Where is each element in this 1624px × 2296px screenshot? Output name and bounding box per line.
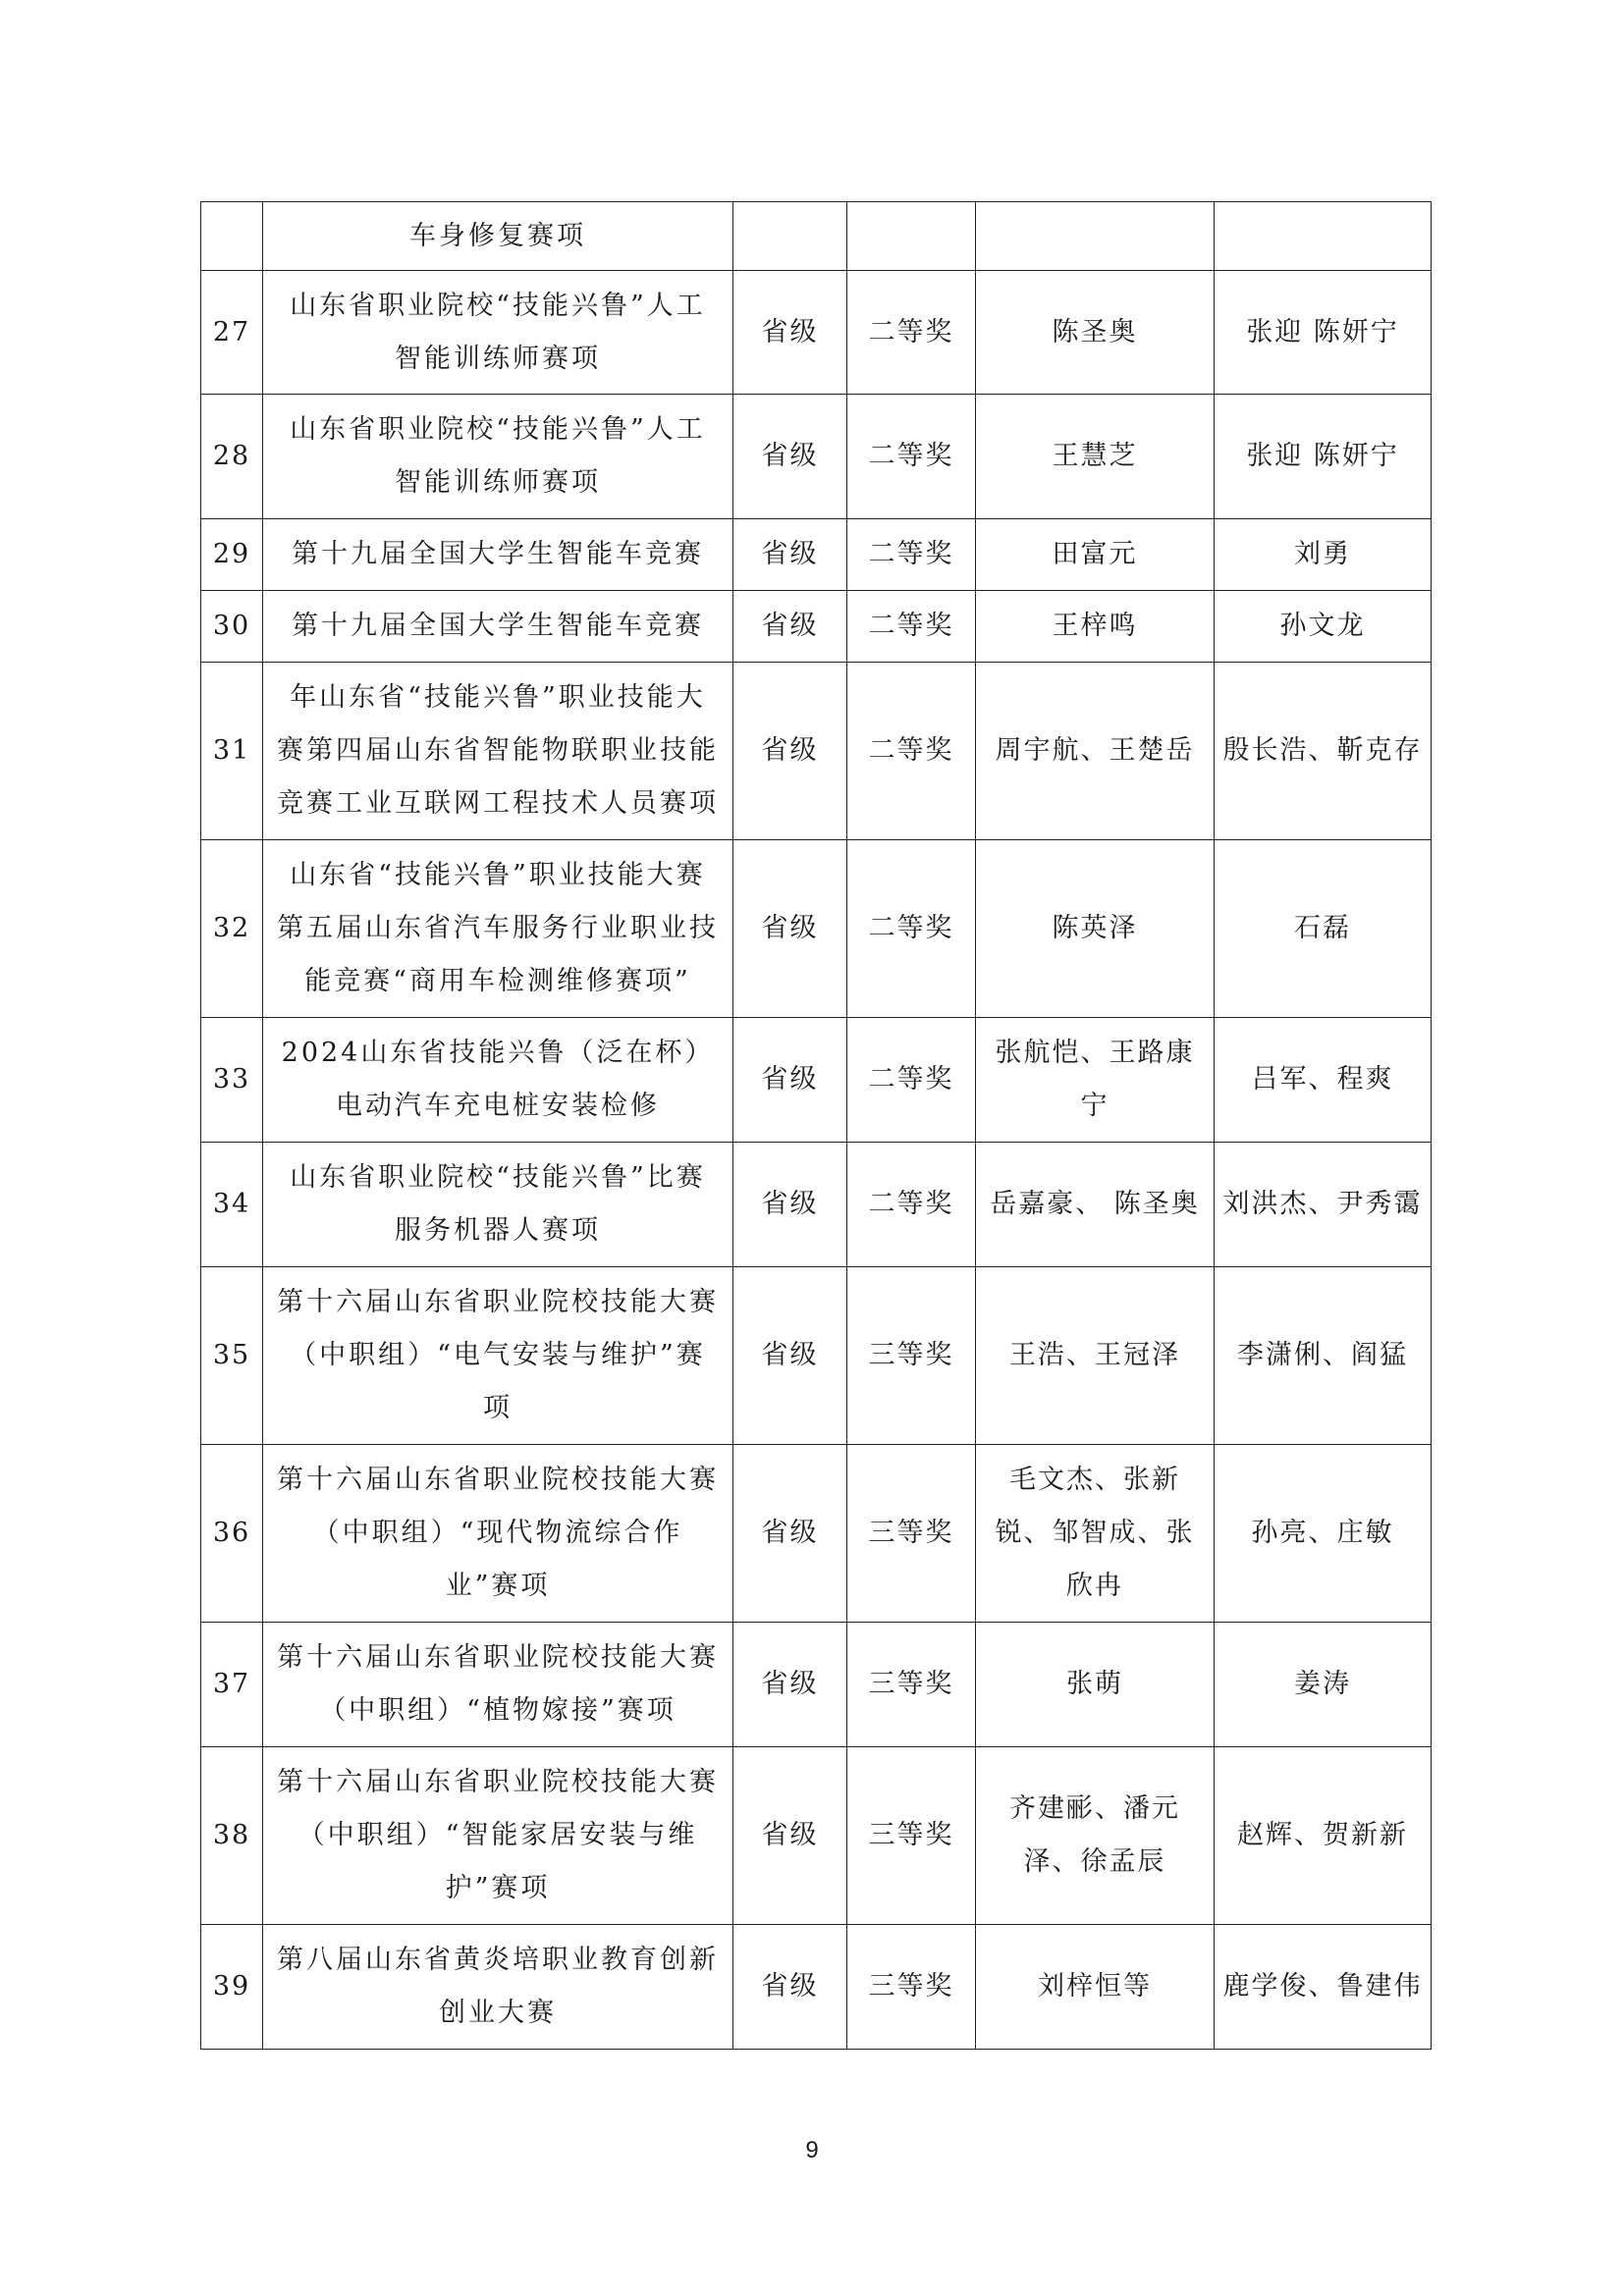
cell-level: 省级 — [733, 271, 847, 395]
cell-competition-name: 第十六届山东省职业院校技能大赛（中职组）“智能家居安装与维护”赛项 — [263, 1747, 733, 1925]
cell-award: 二等奖 — [847, 663, 976, 840]
cell-award: 二等奖 — [847, 1018, 976, 1143]
cell-teachers: 刘洪杰、尹秀霭 — [1215, 1143, 1432, 1267]
cell-level: 省级 — [733, 1267, 847, 1445]
cell-students: 田富元 — [976, 519, 1215, 591]
cell-competition-name: 山东省职业院校“技能兴鲁”人工智能训练师赛项 — [263, 271, 733, 395]
cell-teachers: 张迎 陈妍宁 — [1215, 271, 1432, 395]
table-row — [201, 840, 1432, 1018]
table-row — [201, 395, 1432, 519]
cell-teachers: 石磊 — [1215, 840, 1432, 1018]
cell-teachers: 赵辉、贺新新 — [1215, 1747, 1432, 1925]
cell-competition-name: 2024山东省技能兴鲁（泛在杯）电动汽车充电桩安装检修 — [263, 1018, 733, 1143]
cell-competition-name: 山东省“技能兴鲁”职业技能大赛第五届山东省汽车服务行业职业技能竞赛“商用车检测维修赛项” — [263, 840, 733, 1018]
cell-level: 省级 — [733, 840, 847, 1018]
cell-no: 32 — [201, 840, 263, 1018]
cell-award: 二等奖 — [847, 519, 976, 591]
cell-award — [847, 202, 976, 271]
awards-table-body — [201, 202, 1432, 2050]
cell-no: 30 — [201, 591, 263, 663]
cell-award: 二等奖 — [847, 395, 976, 519]
page-number: 9 — [805, 2137, 819, 2163]
cell-teachers: 李潇俐、阎猛 — [1215, 1267, 1432, 1445]
table-row — [201, 271, 1432, 395]
cell-competition-name: 车身修复赛项 — [263, 202, 733, 271]
cell-award: 二等奖 — [847, 840, 976, 1018]
cell-competition-name: 第八届山东省黄炎培职业教育创新创业大赛 — [263, 1925, 733, 2050]
awards-table — [200, 201, 1432, 2050]
cell-award: 三等奖 — [847, 1747, 976, 1925]
cell-no: 36 — [201, 1445, 263, 1623]
cell-teachers — [1215, 202, 1432, 271]
cell-level: 省级 — [733, 519, 847, 591]
cell-teachers: 张迎 陈妍宁 — [1215, 395, 1432, 519]
cell-teachers: 吕军、程爽 — [1215, 1018, 1432, 1143]
cell-students: 张航恺、王路康宁 — [976, 1018, 1215, 1143]
cell-competition-name: 第十六届山东省职业院校技能大赛（中职组）“电气安装与维护”赛项 — [263, 1267, 733, 1445]
cell-teachers: 孙亮、庄敏 — [1215, 1445, 1432, 1623]
cell-no: 34 — [201, 1143, 263, 1267]
cell-no: 39 — [201, 1925, 263, 2050]
table-row — [201, 1445, 1432, 1623]
cell-competition-name: 第十九届全国大学生智能车竞赛 — [263, 519, 733, 591]
cell-award: 二等奖 — [847, 1143, 976, 1267]
cell-award: 三等奖 — [847, 1925, 976, 2050]
cell-no: 28 — [201, 395, 263, 519]
cell-students: 陈圣奥 — [976, 271, 1215, 395]
cell-no: 31 — [201, 663, 263, 840]
table-row — [201, 519, 1432, 591]
cell-students: 岳嘉豪、 陈圣奥 — [976, 1143, 1215, 1267]
table-row — [201, 1018, 1432, 1143]
table-row — [201, 591, 1432, 663]
cell-award: 三等奖 — [847, 1445, 976, 1623]
table-row — [201, 1267, 1432, 1445]
table-row — [201, 1925, 1432, 2050]
cell-students: 刘梓恒等 — [976, 1925, 1215, 2050]
cell-competition-name: 第十九届全国大学生智能车竞赛 — [263, 591, 733, 663]
cell-level: 省级 — [733, 591, 847, 663]
cell-award: 二等奖 — [847, 271, 976, 395]
cell-students: 王梓鸣 — [976, 591, 1215, 663]
cell-no: 35 — [201, 1267, 263, 1445]
cell-award: 三等奖 — [847, 1267, 976, 1445]
cell-students: 周宇航、王楚岳 — [976, 663, 1215, 840]
cell-students: 齐建彨、潘元泽、徐孟辰 — [976, 1747, 1215, 1925]
cell-no: 38 — [201, 1747, 263, 1925]
cell-award: 三等奖 — [847, 1623, 976, 1747]
cell-teachers: 刘勇 — [1215, 519, 1432, 591]
cell-competition-name: 山东省职业院校“技能兴鲁”比赛服务机器人赛项 — [263, 1143, 733, 1267]
cell-no: 37 — [201, 1623, 263, 1747]
table-row — [201, 1143, 1432, 1267]
cell-no — [201, 202, 263, 271]
table-row — [201, 1747, 1432, 1925]
cell-competition-name: 年山东省“技能兴鲁”职业技能大赛第四届山东省智能物联职业技能竞赛工业互联网工程技术人员赛项 — [263, 663, 733, 840]
cell-competition-name: 第十六届山东省职业院校技能大赛（中职组）“现代物流综合作业”赛项 — [263, 1445, 733, 1623]
cell-level: 省级 — [733, 1925, 847, 2050]
cell-no: 29 — [201, 519, 263, 591]
cell-level: 省级 — [733, 1143, 847, 1267]
cell-students: 陈英泽 — [976, 840, 1215, 1018]
cell-level — [733, 202, 847, 271]
cell-competition-name: 第十六届山东省职业院校技能大赛（中职组）“植物嫁接”赛项 — [263, 1623, 733, 1747]
cell-students — [976, 202, 1215, 271]
cell-no: 33 — [201, 1018, 263, 1143]
cell-competition-name: 山东省职业院校“技能兴鲁”人工智能训练师赛项 — [263, 395, 733, 519]
cell-teachers: 孙文龙 — [1215, 591, 1432, 663]
cell-level: 省级 — [733, 1623, 847, 1747]
cell-teachers: 姜涛 — [1215, 1623, 1432, 1747]
cell-no: 27 — [201, 271, 263, 395]
cell-students: 王慧芝 — [976, 395, 1215, 519]
cell-students: 张萌 — [976, 1623, 1215, 1747]
cell-level: 省级 — [733, 1747, 847, 1925]
table-row — [201, 663, 1432, 840]
cell-teachers: 鹿学俊、鲁建伟 — [1215, 1925, 1432, 2050]
cell-level: 省级 — [733, 1445, 847, 1623]
cell-students: 毛文杰、张新锐、邹智成、张欣冉 — [976, 1445, 1215, 1623]
cell-teachers: 殷长浩、靳克存 — [1215, 663, 1432, 840]
cell-level: 省级 — [733, 395, 847, 519]
cell-level: 省级 — [733, 663, 847, 840]
table-row — [201, 1623, 1432, 1747]
table-row-continued — [201, 202, 1432, 271]
cell-level: 省级 — [733, 1018, 847, 1143]
cell-students: 王浩、王冠泽 — [976, 1267, 1215, 1445]
cell-award: 二等奖 — [847, 591, 976, 663]
